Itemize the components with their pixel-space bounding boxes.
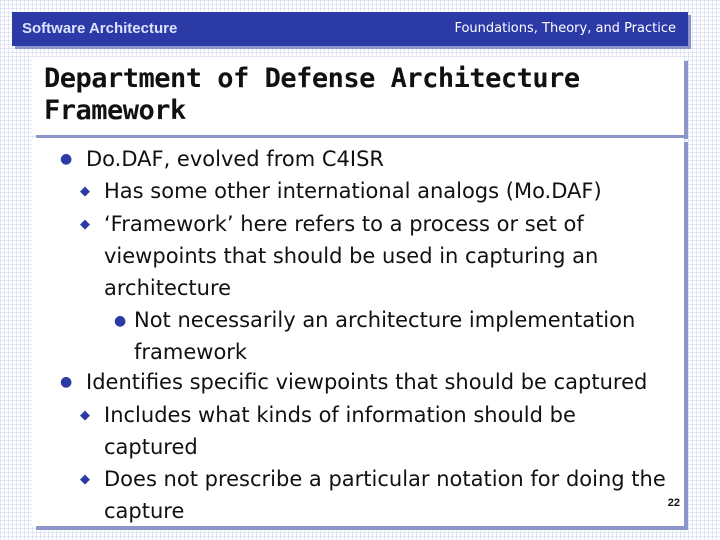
bullet-item [60, 366, 648, 398]
bullet-text-line: ‘Framework’ here refers to a process or set of [104, 212, 584, 236]
slide-title-line: Department of Defense Architecture [44, 63, 580, 94]
bullet-text-line: viewpoints that should be used in capturing an [104, 244, 599, 268]
diamond-bullet-icon: ◆ [80, 217, 90, 232]
bullet-text-line: capture [104, 499, 185, 523]
circle-bullet-icon: ● [114, 313, 127, 329]
book-subtitle: Foundations, Theory, and Practice [454, 21, 676, 36]
diamond-bullet-icon: ◆ [80, 184, 90, 199]
bullet-item [80, 399, 576, 463]
bullet-text: Do.DAF, evolved from C4ISR [86, 147, 384, 171]
bullet-item [60, 143, 384, 175]
bullet-text-line: architecture [104, 276, 232, 300]
bullet-text: Identifies specific viewpoints that should be captured [86, 370, 648, 394]
diamond-bullet-icon: ◆ [80, 408, 90, 423]
page-number: 22 [667, 497, 680, 509]
bullet-item [80, 175, 602, 207]
bullet-text-line: Not necessarily an architecture implementation [134, 308, 636, 332]
slide-header [12, 12, 688, 46]
bullet-item [114, 304, 636, 368]
slide-title [44, 63, 580, 127]
bullet-text-line: Includes what kinds of information should be [104, 403, 576, 427]
bullet-item [80, 463, 666, 527]
slide-title-line: Framework [44, 95, 186, 126]
diamond-bullet-icon: ◆ [80, 472, 90, 487]
circle-bullet-icon: ● [60, 151, 73, 167]
circle-bullet-icon: ● [60, 374, 73, 390]
bullet-text-line: captured [104, 435, 198, 459]
bullet-text-line: Does not prescribe a particular notation for doing the [104, 467, 666, 491]
bullet-text: Has some other international analogs (Mo.DAF) [104, 179, 602, 203]
bullet-text-line: framework [134, 340, 248, 364]
content-box [32, 138, 684, 526]
title-box [32, 57, 684, 135]
course-title: Software Architecture [22, 20, 178, 37]
bullet-item [80, 208, 599, 304]
